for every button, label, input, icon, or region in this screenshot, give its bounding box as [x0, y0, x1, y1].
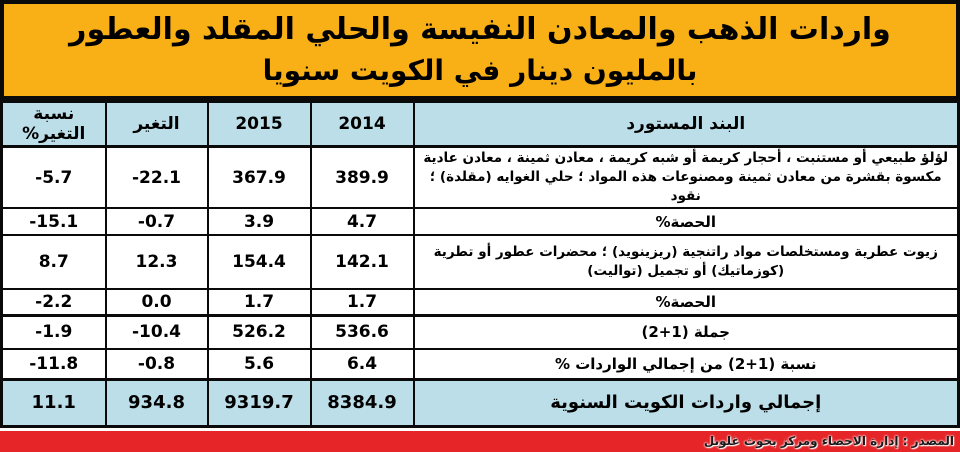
cell-2014: 4.7: [311, 208, 414, 235]
table-row: [2, 235, 959, 289]
cell-item: نسبة (1+2) من إجمالي الواردات %: [414, 349, 959, 379]
cell-2014: 389.9: [311, 147, 414, 209]
title-banner: [0, 0, 960, 100]
cell-change: 12.3: [106, 235, 208, 289]
header-2015: 2015: [208, 102, 311, 147]
cell-change-pct: -1.9: [2, 315, 106, 349]
cell-2014: 8384.9: [311, 379, 414, 426]
table-row: [2, 208, 959, 235]
imports-table: [0, 100, 960, 428]
header-change: التغير: [106, 102, 208, 147]
cell-2015: 9319.7: [208, 379, 311, 426]
cell-change: 0.0: [106, 289, 208, 315]
cell-item: جملة (1+2): [414, 315, 959, 349]
title-line-2: بالمليون دينار في الكويت سنويا: [262, 54, 698, 87]
cell-2015: 526.2: [208, 315, 311, 349]
cell-item: الحصة%: [414, 208, 959, 235]
cell-change-pct: -15.1: [2, 208, 106, 235]
cell-change-pct: 8.7: [2, 235, 106, 289]
cell-2014: 142.1: [311, 235, 414, 289]
cell-2014: 6.4: [311, 349, 414, 379]
table-row: [2, 147, 959, 209]
source-bar: [0, 431, 960, 452]
cell-item: زيوت عطرية ومستخلصات مواد راتنجية (ريزينويد) ؛ محضرات عطور أو تطرية (كوزماتيك) أو تجميل (تواليت): [414, 235, 959, 289]
source-text: المصدر : إدارة الاحصاء ومركز بحوث غلوبل: [703, 434, 954, 448]
header-imported-item: البند المستورد: [414, 102, 959, 147]
table-row: [2, 349, 959, 379]
cell-item: لؤلؤ طبيعي أو مستنبت ، أحجار كريمة أو شبه كريمة ، معادن ثمينة ، معادن عادية مكسوة بقشرة من معادن ثمينة ومصنوعات هذه المواد ؛ حلي الغوايه (مقلدة) ؛ نقود: [414, 147, 959, 209]
cell-2014: 536.6: [311, 315, 414, 349]
cell-2014: 1.7: [311, 289, 414, 315]
title-line-1: واردات الذهب والمعادن النفيسة والحلي المقلد والعطور: [69, 12, 891, 47]
cell-change: -10.4: [106, 315, 208, 349]
cell-change-pct: -11.8: [2, 349, 106, 379]
table-row-total: [2, 379, 959, 426]
cell-change: 934.8: [106, 379, 208, 426]
cell-change-pct: -5.7: [2, 147, 106, 209]
header-2014: 2014: [311, 102, 414, 147]
cell-change-pct: 11.1: [2, 379, 106, 426]
cell-2015: 367.9: [208, 147, 311, 209]
cell-change: -0.7: [106, 208, 208, 235]
table-header-row: [2, 102, 959, 147]
cell-change: -0.8: [106, 349, 208, 379]
table-row: [2, 315, 959, 349]
cell-item: الحصة%: [414, 289, 959, 315]
table-row: [2, 289, 959, 315]
cell-2015: 5.6: [208, 349, 311, 379]
cell-change: -22.1: [106, 147, 208, 209]
header-change-pct: نسبة التغير%: [2, 102, 106, 147]
cell-2015: 3.9: [208, 208, 311, 235]
cell-2015: 154.4: [208, 235, 311, 289]
cell-change-pct: -2.2: [2, 289, 106, 315]
cell-item: إجمالي واردات الكويت السنوية: [414, 379, 959, 426]
cell-2015: 1.7: [208, 289, 311, 315]
